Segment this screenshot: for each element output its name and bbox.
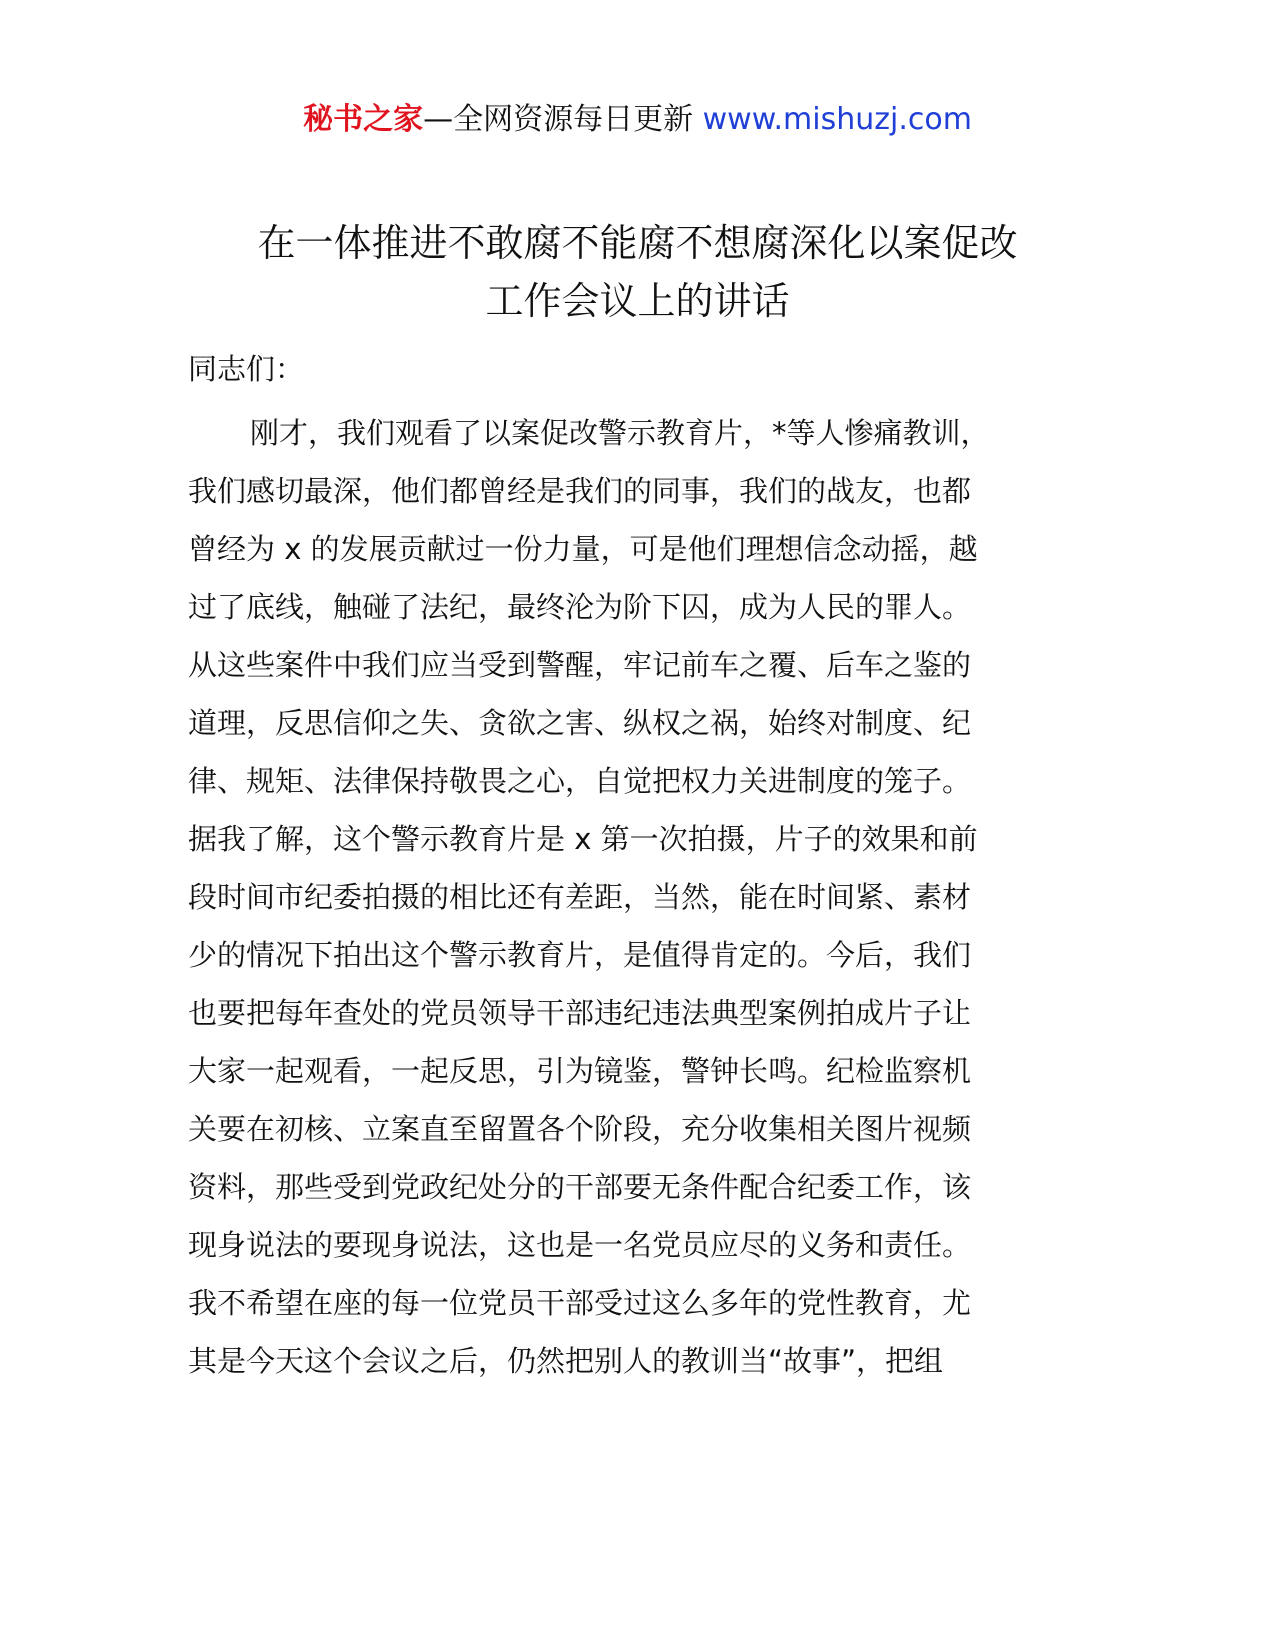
site-url-link[interactable]: www.mishuzj.com [702,102,972,137]
body-line: 段时间市纪委拍摄的相比还有差距，当然，能在时间紧、素材 [188,880,972,914]
body-line: 刚才，我们观看了以案促改警示教育片，*等人惨痛教训， [250,416,990,450]
document-title [0,214,1275,330]
body-line: 少的情况下拍出这个警示教育片，是值得肯定的。今后，我们 [188,938,972,972]
body-line: 我们感切最深，他们都曾经是我们的同事，我们的战友，也都 [188,474,972,508]
body-line: 从这些案件中我们应当受到警醒，牢记前车之覆、后车之鉴的 [188,648,972,682]
brand-name: 秘书之家 [303,102,424,137]
salutation: 同志们： [188,352,305,386]
page-header [0,98,1275,142]
body-line: 资料，那些受到党政纪处分的干部要无条件配合纪委工作，该 [188,1170,972,1204]
document-body [188,340,1088,1390]
body-line: 过了底线，触碰了法纪，最终沦为阶下囚，成为人民的罪人。 [188,590,972,624]
body-line: 现身说法的要现身说法，这也是一名党员应尽的义务和责任。 [188,1228,972,1262]
body-line: 律、规矩、法律保持敬畏之心，自觉把权力关进制度的笼子。 [188,764,972,798]
body-line: 关要在初核、立案直至留置各个阶段，充分收集相关图片视频 [188,1112,972,1146]
body-line: 大家一起观看，一起反思，引为镜鉴，警钟长鸣。纪检监察机 [188,1054,972,1088]
body-line: 也要把每年查处的党员领导干部违纪违法典型案例拍成片子让 [188,996,972,1030]
title-line-2: 工作会议上的讲话 [485,279,790,323]
header-tagline: —全网资源每日更新 [423,102,694,137]
body-line: 我不希望在座的每一位党员干部受过这么多年的党性教育，尤 [188,1286,972,1320]
body-line: 道理，反思信仰之失、贪欲之害、纵权之祸，始终对制度、纪 [188,706,972,740]
title-line-1: 在一体推进不敢腐不能腐不想腐深化以案促改 [257,221,1018,265]
body-paragraph [188,404,1088,1390]
body-line: 据我了解，这个警示教育片是 x 第一次拍摄，片子的效果和前 [188,822,978,856]
body-line: 曾经为 x 的发展贡献过一份力量，可是他们理想信念动摇，越 [188,532,978,566]
body-line: 其是今天这个会议之后，仍然把别人的教训当“故事”，把组 [188,1344,944,1378]
